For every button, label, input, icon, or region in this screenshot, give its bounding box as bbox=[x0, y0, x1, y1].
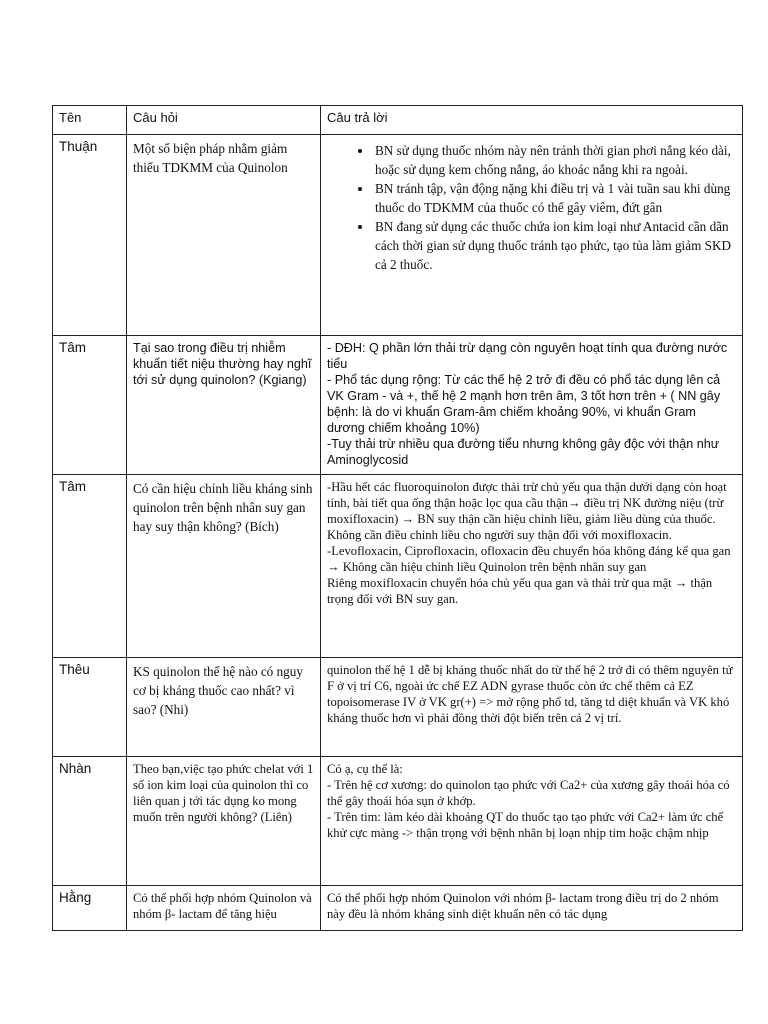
row-answer bbox=[321, 886, 743, 931]
header-question: Câu hỏi bbox=[127, 106, 321, 135]
row-question: Tại sao trong điều trị nhiễm khuẩn tiết niệu thường hay nghĩ tới sử dụng quinolon? (Kgiang) bbox=[127, 336, 321, 475]
answer-line: -Hầu hết các fluoroquinolon được thải trừ chủ yếu qua thận dưới dạng còn hoạt tính, bài tiết qua ống thận hoặc lọc qua cầu thận→ điều trị NK đường niệu (trừ moxifloxacin) → BN suy thận cần hiệu chỉnh liều, giảm liều dùng của thuốc. Không cần điều chỉnh liều cho người suy thận đối với moxifloxacin. bbox=[327, 480, 727, 542]
answer-line: Có thể phối hợp nhóm Quinolon với nhóm β- lactam trong điều trị do 2 nhóm này đều là nhóm kháng sinh diệt khuẩn nên có tác dụng bbox=[327, 891, 719, 921]
row-name: Thuận bbox=[53, 135, 127, 336]
answer-bullet: • BN đang sử dụng các thuốc chứa ion kim loại như Antacid cần dãn cách thời gian sử dụng thuốc tránh tạo phức, tạo tủa làm giảm SKD cả 2 thuốc. bbox=[373, 217, 736, 274]
answer-line: quinolon thế hệ 1 dễ bị kháng thuốc nhất do từ thế hệ 2 trở đi có thêm nguyên tử F ở vị trí C6, ngoài ức chế EZ ADN gyrase thuốc còn ức chế thêm cả EZ topoisomerase IV ở VK gr(+) => mở rộng phổ td, tăng td diệt khuẩn và VK khó kháng thuốc hơn vì phải đồng thời đột biến trên cả 2 vị trí. bbox=[327, 663, 733, 725]
row-answer bbox=[321, 475, 743, 658]
table-row bbox=[53, 135, 743, 336]
qa-table bbox=[52, 105, 743, 931]
row-answer bbox=[321, 336, 743, 475]
row-answer bbox=[321, 135, 743, 336]
table-row bbox=[53, 658, 743, 757]
answer-line: - Trên tim: làm kéo dài khoảng QT do thuốc tạo tạo phức với Ca2+ làm ức chế khử cực màng -> thận trọng với bệnh nhân bị loạn nhịp tim hoặc chậm nhịp bbox=[327, 810, 724, 840]
table-row bbox=[53, 757, 743, 886]
row-name: Thêu bbox=[53, 658, 127, 757]
row-name: Nhàn bbox=[53, 757, 127, 886]
table-row bbox=[53, 886, 743, 931]
answer-bullet-list bbox=[327, 141, 736, 274]
row-answer bbox=[321, 757, 743, 886]
header-name: Tên bbox=[53, 106, 127, 135]
answer-line: - Trên hệ cơ xương: do quinolon tạo phức với Ca2+ của xương gây thoái hóa có thể gây thoái hóa sụn ở khớp. bbox=[327, 778, 730, 808]
row-name: Hằng bbox=[53, 886, 127, 931]
table-row bbox=[53, 475, 743, 658]
row-name: Tâm bbox=[53, 336, 127, 475]
answer-line: -Levofloxacin, Ciprofloxacin, ofloxacin đều chuyển hóa không đáng kể qua gan → Không cần hiệu chỉnh liều Quinolon trên bệnh nhân suy gan bbox=[327, 544, 731, 574]
answer-line: Có ạ, cụ thể là: bbox=[327, 762, 403, 776]
row-question: KS quinolon thế hệ nào có nguy cơ bị kháng thuốc cao nhất? vì sao? (Nhi) bbox=[127, 658, 321, 757]
answer-line: - Phổ tác dụng rộng: Từ các thế hệ 2 trở đi đều có phổ tác dụng lên cả VK Gram - và +, thế hệ 2 mạnh hơn trên âm, 3 tốt hơn trên + ( NN gây bệnh: là do vi khuẩn Gram-âm chiếm khoảng 90%, vi khuẩn Gram dương chiếm khoảng 10%) bbox=[327, 373, 721, 435]
header-row bbox=[53, 106, 743, 135]
answer-bullet: • BN sử dụng thuốc nhóm này nên tránh thời gian phơi nắng kéo dài, hoặc sử dụng kem chống nắng, áo khoác nắng khi ra ngoài. bbox=[373, 141, 736, 179]
row-question: Theo bạn,việc tạo phức chelat với 1 số ion kim loại của quinolon thì co liên quan j tới tác dụng ko mong muốn trên người không? (Liên) bbox=[127, 757, 321, 886]
row-name: Tâm bbox=[53, 475, 127, 658]
answer-line: Riêng moxifloxacin chuyển hóa chủ yếu qua gan và thải trừ qua mật → thận trọng đối với BN suy gan. bbox=[327, 576, 713, 606]
row-question: Có thể phối hợp nhóm Quinolon và nhóm β- lactam để tăng hiệu bbox=[127, 886, 321, 931]
row-question: Có cần hiệu chỉnh liều kháng sinh quinolon trên bệnh nhân suy gan hay suy thận không? (Bích) bbox=[127, 475, 321, 658]
table-row bbox=[53, 336, 743, 475]
answer-line: - DĐH: Q phần lớn thải trừ dạng còn nguyên hoạt tính qua đường nước tiểu bbox=[327, 341, 728, 371]
row-question: Một số biện pháp nhằm giảm thiểu TDKMM của Quinolon bbox=[127, 135, 321, 336]
answer-line: -Tuy thải trừ nhiều qua đường tiểu nhưng không gây độc với thận như Aminoglycosid bbox=[327, 437, 720, 467]
header-answer: Câu trả lời bbox=[321, 106, 743, 135]
answer-bullet: • BN tránh tập, vận động nặng khi điều trị và 1 vài tuần sau khi dùng thuốc do TDKMM của thuốc có thể gây viêm, đứt gân bbox=[373, 179, 736, 217]
row-answer bbox=[321, 658, 743, 757]
